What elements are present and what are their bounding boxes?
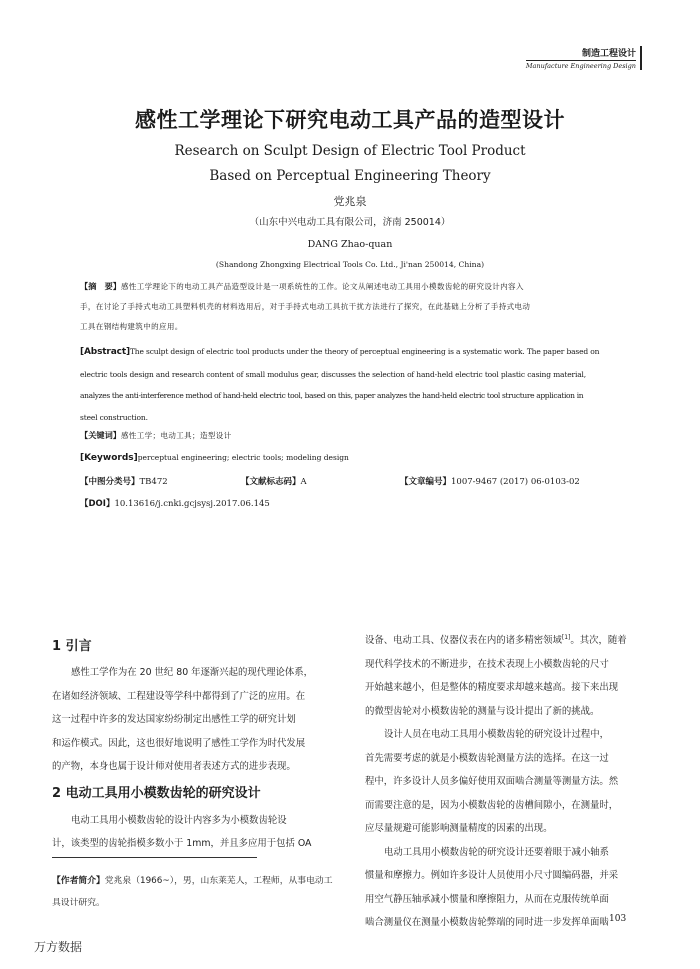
keywords-en-text: perceptual engineering; electric tools; modeling design	[137, 453, 349, 462]
journal-title-cn: 制造工程设计	[526, 46, 636, 61]
author-affiliation-cn: （山东中兴电动工具有限公司，济南 250014）	[249, 217, 451, 228]
author-affiliation-en: (Shandong Zhongxing Electrical Tools Co. Ltd., Ji'nan 250014, China)	[215, 260, 485, 269]
keywords-cn	[80, 425, 625, 446]
paragraph-line: 电动工具用小模数齿轮的设计内容多为小模数齿轮设	[71, 814, 287, 826]
paragraph-line: 这一过程中许多的发达国家纷纷制定出感性工学的研究计划	[52, 714, 296, 725]
paragraph-line: 开始越来越小，但是整体的精度要求却越来越高。接下来出现	[365, 682, 619, 694]
paragraph-line: 和运作模式。因此，这也很好地说明了感性工学作为时代发展	[52, 737, 306, 749]
page-number: 103	[609, 914, 627, 924]
abstract-cn-line: 手，在讨论了手持式电动工具塑料机壳的材料选用后，对于手持式电动工具抗干扰方法进行了探究，在此基础上分析了手持式电动	[80, 302, 531, 311]
left-column	[52, 633, 344, 856]
abstract-cn-line: 感性工学理论下的电动工具产品造型设计是一项系统性的工作。论文从阐述电动工具用小模数齿轮的研究设计内容入	[120, 282, 524, 291]
paragraph-line: 电动工具用小模数齿轮的研究设计还要着眼于减小轴系	[384, 846, 610, 858]
right-column	[365, 626, 655, 935]
watermark-source: 万方数据	[34, 940, 83, 954]
journal-title-en: Manufacture Engineering Design	[525, 62, 636, 70]
keywords-cn-label: 【关键词】	[80, 430, 121, 440]
abstract-cn-line: 工具在钢结构建筑中的应用。	[80, 322, 183, 331]
abstract-cn-label: 【摘 要】	[80, 281, 121, 291]
paragraph-line: 的微型齿轮对小模数齿轮的测量与设计提出了新的挑战。	[365, 705, 600, 717]
author-bio-footnote: 【作者简介】党兆泉（1966~），男，山东莱芜人，工程师，从事电动工 具设计研究。	[52, 876, 333, 908]
abstract-en-line: The sculpt design of electric tool products under the theory of perceptual engineering is a systematic work. The paper based on	[129, 347, 600, 356]
paragraph-line: 而需要注意的是，因为小模数齿轮的齿槽间隙小，在测量时，	[365, 799, 619, 811]
document-code: 【文献标志码】A	[241, 477, 307, 487]
abstract-en-line: electric tools design and research content of small modulus gear, discusses the selection of hand-held electric tool plastic casing material,	[80, 369, 587, 379]
paragraph-line: 感性工学作为在 20 世纪 80 年逐渐兴起的现代理论体系，	[71, 667, 314, 678]
abstract-cn	[80, 276, 625, 337]
paragraph-line: 设备、电动工具、仪器仪表在内的诸多精密领域[1]。其次，随着	[365, 634, 627, 647]
footnote-rule	[52, 857, 257, 858]
paper-title-en-line2: Based on Perceptual Engineering Theory	[209, 168, 491, 184]
section-heading: 1 引言	[52, 639, 92, 654]
doi: 【DOI】10.13616/j.cnki.gcjsysj.2017.06.145	[80, 499, 270, 509]
abstract-en-line: analyzes the anti-interference method of hand-held electric tool, based on this, paper analyzes the hand-held electric tool structure application in	[80, 391, 584, 400]
keywords-en	[80, 448, 625, 468]
paragraph-line: 计，该类型的齿轮指模多数小于 1mm，并且多应用于包括 OA	[52, 838, 312, 849]
abstract-en-line: steel construction.	[80, 412, 148, 422]
author-name-cn: 党兆泉	[333, 195, 367, 208]
citation-ref: [1]	[561, 634, 571, 641]
keywords-cn-text: 感性工学；电动工具；造型设计	[120, 431, 232, 440]
keywords-en-label: [Keywords]	[80, 453, 138, 463]
section-heading: 2 电动工具用小模数齿轮的研究设计	[52, 785, 261, 801]
clc-number: 【中图分类号】TB472	[80, 477, 168, 487]
paper-title-cn: 感性工学理论下研究电动工具产品的造型设计	[135, 108, 565, 132]
paragraph-line: 程中，许多设计人员多偏好使用双面啮合测量等测量方法。然	[365, 776, 619, 788]
paragraph-line: 首先需要考虑的就是小模数齿轮测量方法的选择。在这一过	[365, 752, 609, 764]
paragraph-line: 应尽量规避可能影响测量精度的因素的出现。	[365, 823, 553, 835]
paragraph-line: 现代科学技术的不断进步，在技术表现上小模数齿轮的尺寸	[365, 658, 609, 670]
paragraph-line: 设计人员在电动工具用小模数齿轮的研究设计过程中，	[384, 729, 610, 741]
abstract-en	[80, 341, 625, 428]
abstract-en-label: [Abstract]	[80, 347, 130, 357]
author-name-en: DANG Zhao-quan	[307, 239, 393, 250]
paragraph-line: 用空气静压轴承减小惯量和摩擦阻力，从而在克服传统单面	[365, 893, 609, 905]
paragraph-line: 惯量和摩擦力。例如许多设计人员使用小尺寸圆编码器，并采	[365, 870, 619, 882]
running-header	[526, 46, 642, 70]
paper-title-en-line1: Research on Sculpt Design of Electric Tool Product	[174, 143, 526, 159]
paragraph-line: 的产物，本身也属于设计师对使用者表述方式的进步表现。	[52, 761, 296, 772]
article-number: 【文章编号】1007-9467 (2017) 06-0103-02	[400, 477, 580, 487]
paragraph-line: 啮合测量仪在测量小模数齿轮弊端的同时进一步发挥单面啮	[365, 917, 609, 929]
paragraph-line: 在诸如经济领域、工程建设等学科中都得到了广泛的应用。在	[52, 690, 306, 702]
